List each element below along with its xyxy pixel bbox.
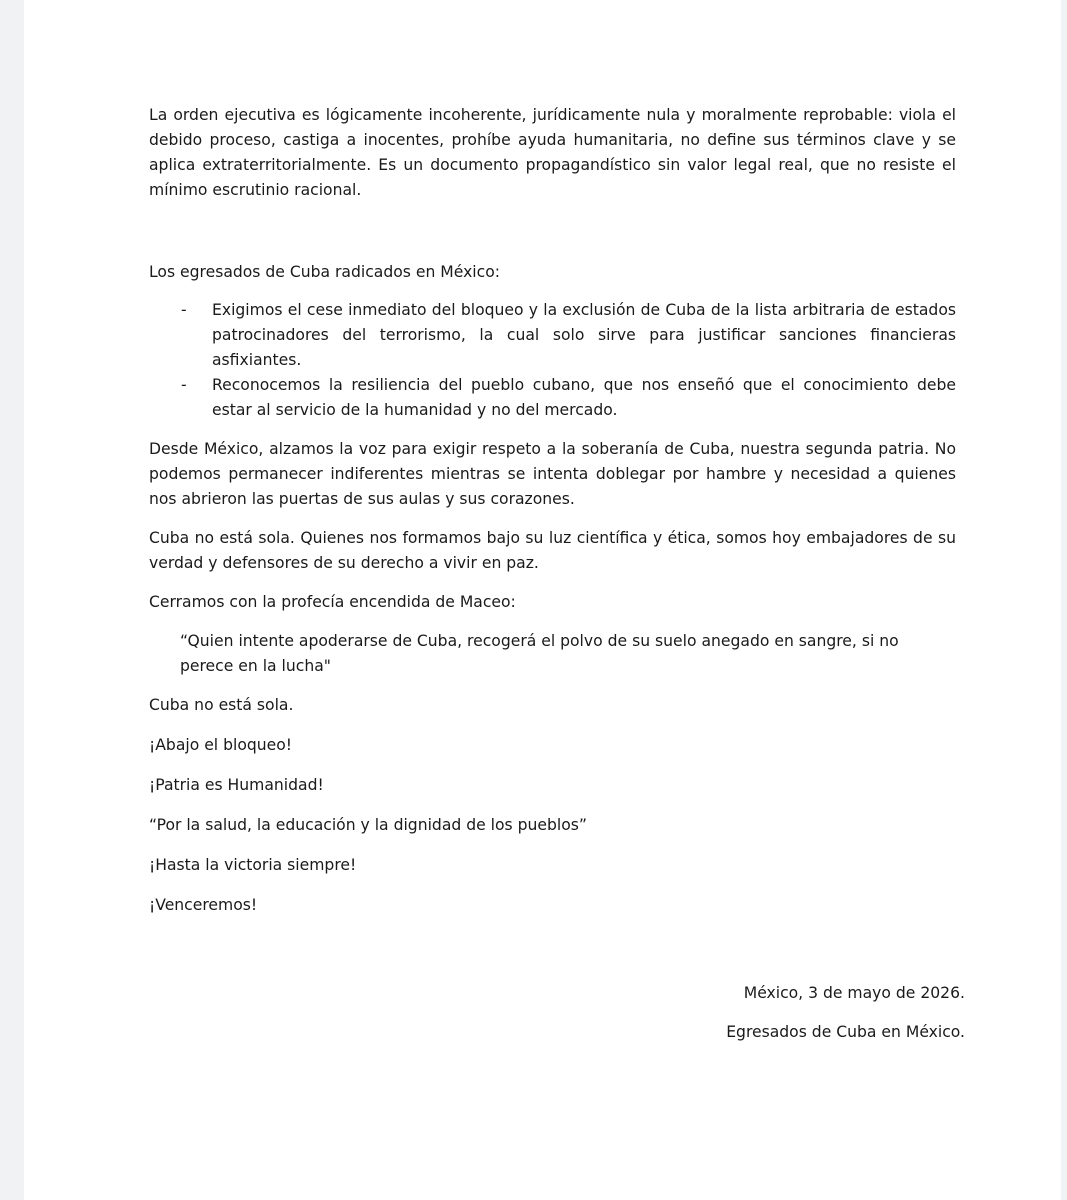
maceo-quote: “Quien intente apoderarse de Cuba, recogerá el polvo de su suelo anegado en sangre, si no perece en la lucha"	[180, 632, 899, 675]
paragraph-cuba: Cuba no está sola. Quienes nos formamos bajo su luz científica y ética, somos hoy embajadores de su verdad y defensores de su derecho a vivir en paz.	[149, 529, 956, 572]
slogan-line: Cuba no está sola.	[149, 696, 294, 714]
document-page	[24, 0, 1061, 1200]
slogan-line: ¡Venceremos!	[149, 896, 258, 914]
bullet-marker: -	[181, 376, 187, 394]
demands-list	[149, 298, 956, 423]
place-date: México, 3 de mayo de 2026.	[743, 984, 965, 1002]
bullet-marker: -	[181, 301, 187, 319]
document-body	[149, 103, 956, 933]
list-item-text: Exigimos el cese inmediato del bloqueo y la exclusión de Cuba de la lista arbitraria de estados patrocinadores del terrorismo, la cual solo sirve para justificar sanciones financieras asfixiantes.	[212, 301, 956, 369]
paragraph-mexico: Desde México, alzamos la voz para exigir respeto a la soberanía de Cuba, nuestra segunda patria. No podemos permanecer indiferentes mientras se intenta doblegar por hambre y necesidad a quienes nos abrieron las puertas de sus aulas y sus corazones.	[149, 440, 956, 508]
left-margin-strip	[0, 0, 24, 1200]
paragraph-intro: La orden ejecutiva es lógicamente incoherente, jurídicamente nula y moralmente reprobable: viola el debido proceso, castiga a inocentes, prohíbe ayuda humanitaria, no define sus términos clave y se aplica extraterritorialmente. Es un documento propagandístico sin valor legal real, que no resiste el mínimo escrutinio racional.	[149, 106, 956, 199]
list-item-text: Reconocemos la resiliencia del pueblo cubano, que nos enseñó que el conocimiento debe estar al servicio de la humanidad y no del mercado.	[212, 376, 956, 419]
signature-block	[726, 981, 965, 1045]
list-item	[149, 373, 956, 423]
slogan-line: ¡Hasta la victoria siempre!	[149, 856, 357, 874]
list-item	[149, 298, 956, 373]
slogan-line: ¡Patria es Humanidad!	[149, 776, 324, 794]
signatory: Egresados de Cuba en México.	[726, 1023, 965, 1041]
lead-line: Los egresados de Cuba radicados en México:	[149, 263, 501, 281]
slogan-line: ¡Abajo el bloqueo!	[149, 736, 293, 754]
right-margin-strip	[1061, 0, 1067, 1200]
slogan-line: “Por la salud, la educación y la dignidad de los pueblos”	[149, 816, 587, 834]
closing-intro: Cerramos con la profecía encendida de Maceo:	[149, 593, 516, 611]
